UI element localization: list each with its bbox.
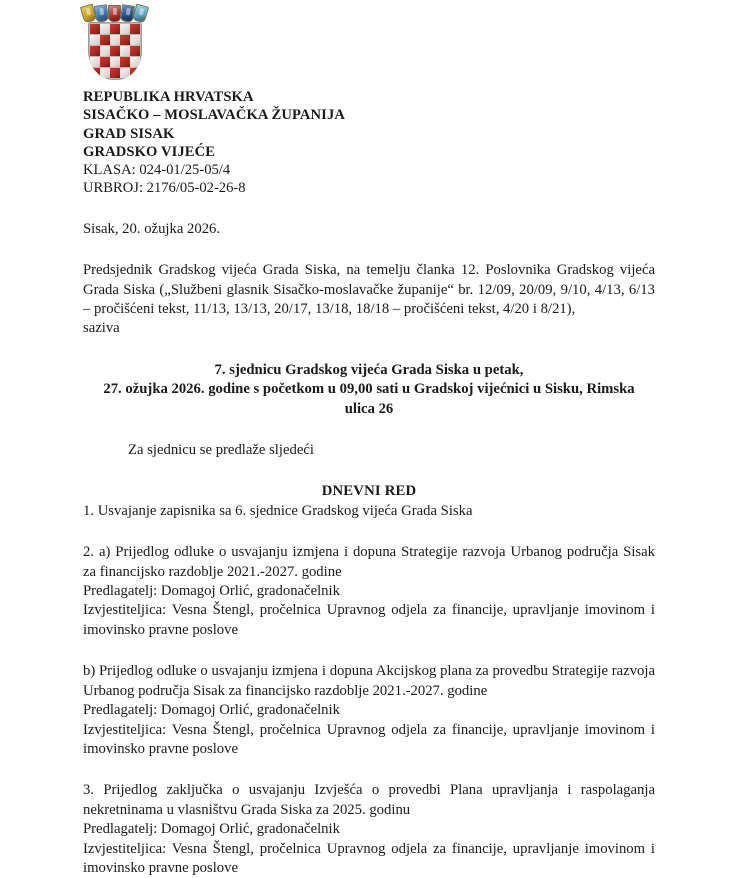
- urbroj-reference: URBROJ: 2176/05-02-26-8: [83, 180, 246, 197]
- header-line-council: GRADSKO VIJEĆE: [83, 143, 216, 160]
- checkerboard-shield-icon: [88, 22, 142, 80]
- agenda-item-proposer: Predlagatelj: Domagoj Orlić, gradonačelnik: [83, 821, 340, 838]
- agenda-item-reporter: Izvjestiteljica: Vesna Štengl, pročelnica Upravnog odjela za financije, upravljanje imovinom i imovinsko pravne poslove: [83, 602, 655, 638]
- place-and-date: Sisak, 20. ožujka 2026.: [83, 220, 221, 237]
- checker-cell: [100, 57, 110, 67]
- checker-cell: [100, 24, 110, 34]
- agenda-item: [83, 781, 655, 878]
- intro-paragraph: Predsjednik Gradskog vijeća Grada Siska, na temelju članka 12. Poslovnika Gradskog vijeća Grada Siska („Službeni glasnik Sisačko-moslavačke županije“ br. 12/09, 20/09, 9/10, 4/13, 6/13 – pročišćeni tekst, 11/13, 13/13, 20/17, 13/18, 18/18 – pročišćeni tekst, 4/20 i 8/21),: [83, 262, 655, 317]
- spacer: [83, 640, 655, 662]
- convocation-line-2: 27. ožujka 2026. godine s početkom u 09,00 sati u Gradskoj vijećnici u Sisku, Rimska: [103, 381, 635, 398]
- spacer: [83, 759, 655, 781]
- checker-cell: [110, 57, 120, 67]
- agenda-item-proposer: Predlagatelj: Domagoj Orlić, gradonačelnik: [83, 702, 340, 719]
- crown-shield-2: [94, 4, 109, 23]
- checker-cell: [120, 57, 130, 67]
- coat-of-arms-icon: [82, 4, 148, 82]
- crown-shield-5: [132, 4, 149, 24]
- checker-cell: [130, 46, 140, 56]
- convocation-line-3: ulica 26: [344, 400, 394, 417]
- agenda-item: [83, 662, 655, 759]
- agenda-item-text: 2. a) Prijedlog odluke o usvajanju izmjena i dopuna Strategije razvoja Urbanog područja Sisak za financijsko razdoblje 2021.-2027. godine: [83, 544, 655, 580]
- checker-cell: [110, 68, 120, 78]
- checker-cell: [120, 24, 130, 34]
- checker-cell: [90, 68, 100, 78]
- header-line-county: SISAČKO – MOSLAVAČKA ŽUPANIJA: [83, 107, 345, 124]
- spacer: [83, 198, 655, 220]
- klasa-reference: KLASA: 024-01/25-05/4: [83, 162, 231, 179]
- agenda-item-reporter: Izvjestiteljica: Vesna Štengl, pročelnica Upravnog odjela za financije, upravljanje imovinom i imovinsko pravne poslove: [83, 840, 655, 876]
- agenda-item-text: b) Prijedlog odluke o usvajanju izmjena i dopuna Akcijskog plana za provedbu Strategije razvoja Urbanog područja Sisak za financijsko razdoblje 2021.-2027. godine: [83, 663, 655, 699]
- checker-cell: [110, 46, 120, 56]
- agenda-item-reporter: Izvjestiteljica: Vesna Štengl, pročelnica Upravnog odjela za financije, upravljanje imovinom i imovinsko pravne poslove: [83, 721, 655, 757]
- checker-cell: [120, 46, 130, 56]
- checker-cell: [100, 46, 110, 56]
- checker-cell: [110, 35, 120, 45]
- checkerboard-grid: [90, 24, 140, 78]
- agenda-list: [83, 502, 655, 878]
- spacer: [83, 339, 655, 361]
- convocation-line-1: 7. sjednicu Gradskog vijeća Grada Siska u petak,: [214, 361, 524, 378]
- checker-cell: [90, 35, 100, 45]
- checker-cell: [130, 24, 140, 34]
- document-body: [83, 88, 655, 878]
- checker-cell: [90, 46, 100, 56]
- agenda-item-text: 1. Usvajanje zapisnika sa 6. sjednice Gradskog vijeća Grada Siska: [83, 502, 473, 519]
- agenda-title: DNEVNI RED: [321, 483, 417, 500]
- convocation-block: [83, 361, 655, 419]
- checker-cell: [130, 57, 140, 67]
- crown-shield-3: [108, 5, 121, 22]
- spacer: [83, 239, 655, 261]
- checker-cell: [110, 24, 120, 34]
- checker-cell: [90, 57, 100, 67]
- agenda-item-text: 3. Prijedlog zaključka o usvajanju Izvješća o provedbi Plana upravljanja i raspolaganja nekretninama u vlasništvu Grada Siska za 2025. godinu: [83, 782, 655, 818]
- header-line-republic: REPUBLIKA HRVATSKA: [83, 89, 254, 105]
- agenda-item: [83, 543, 655, 640]
- checker-cell: [120, 35, 130, 45]
- spacer: [83, 521, 655, 543]
- spacer: [83, 460, 655, 482]
- agenda-item: [83, 502, 655, 521]
- checker-cell: [90, 24, 100, 34]
- checker-cell: [100, 68, 110, 78]
- checker-cell: [130, 68, 140, 78]
- checker-cell: [100, 35, 110, 45]
- checker-cell: [120, 68, 130, 78]
- intro-verb: saziva: [83, 320, 120, 337]
- header-line-city: GRAD SISAK: [83, 125, 175, 142]
- spacer: [83, 419, 655, 441]
- institution-header: [83, 88, 655, 198]
- agenda-item-proposer: Predlagatelj: Domagoj Orlić, gradonačelnik: [83, 583, 340, 600]
- proposal-line: Za sjednicu se predlaže sljedeći: [128, 442, 314, 459]
- checker-cell: [130, 35, 140, 45]
